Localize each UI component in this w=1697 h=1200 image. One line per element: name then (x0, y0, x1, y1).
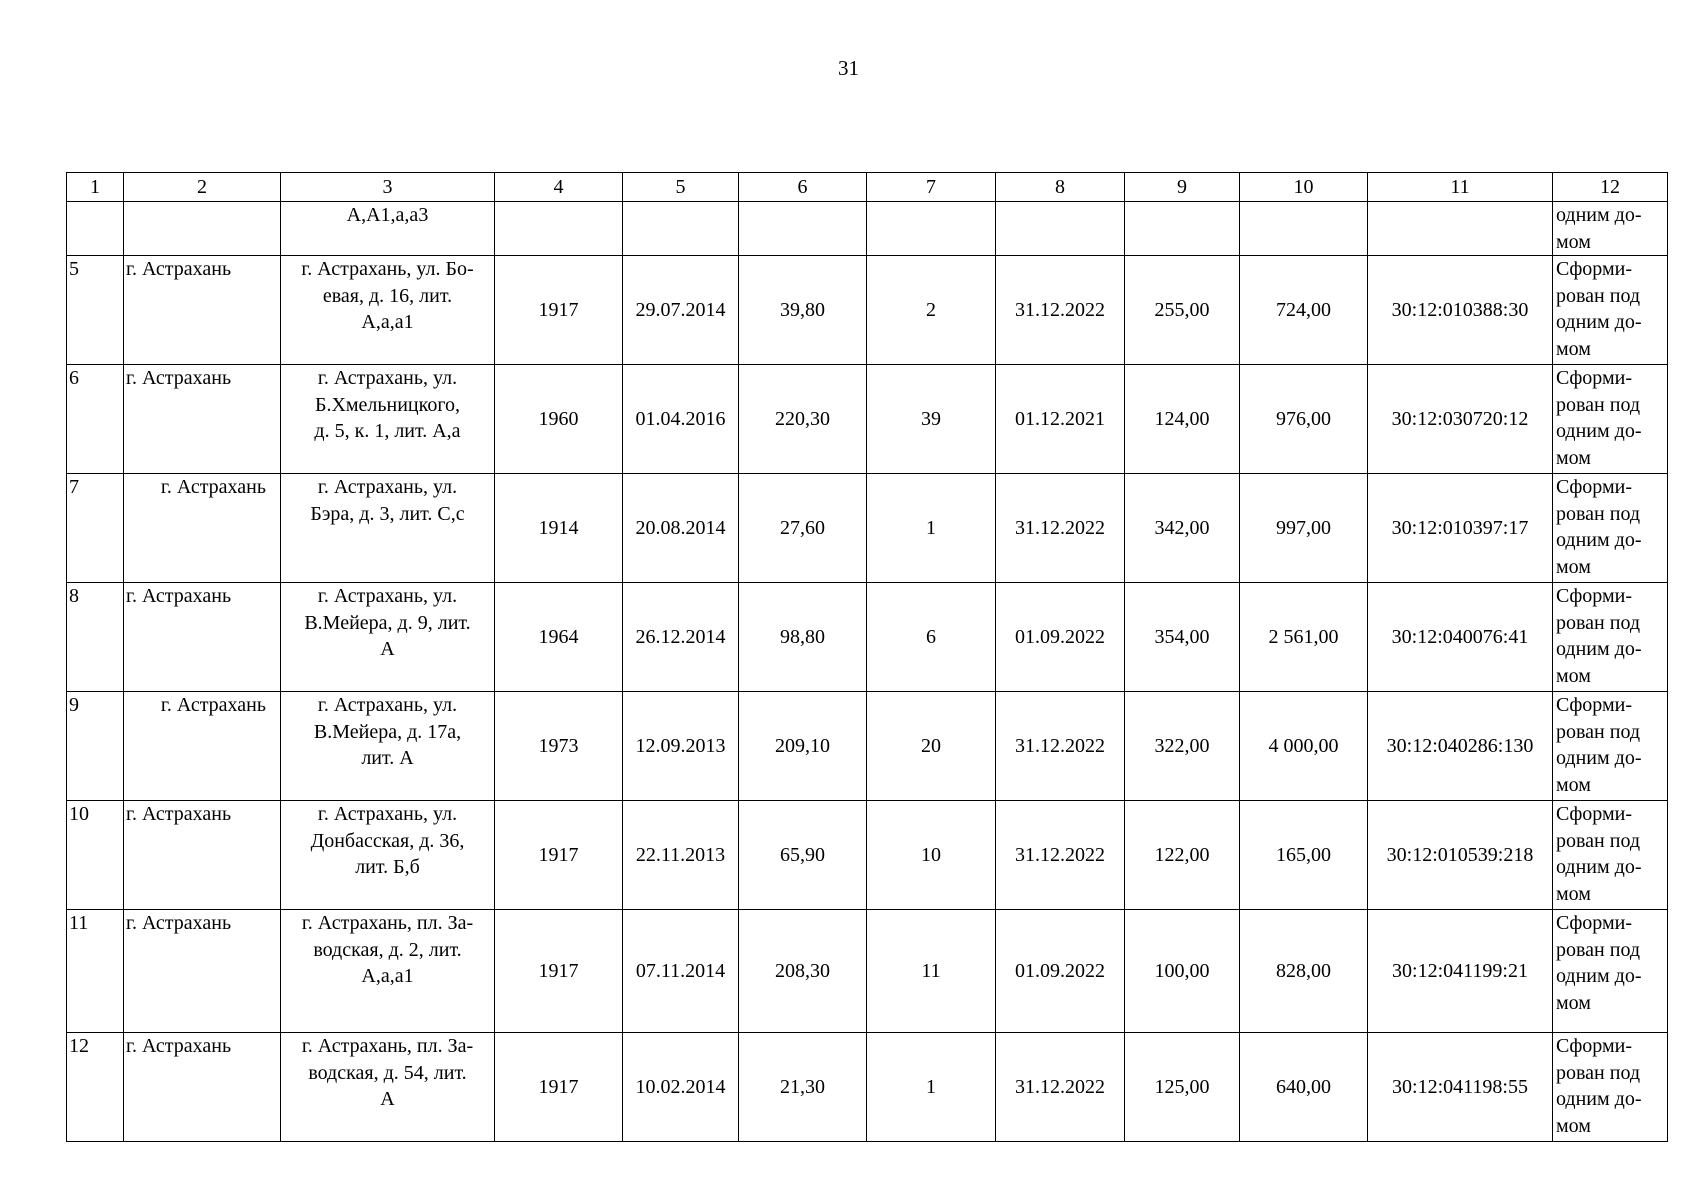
address-line: Донбасская, д. 36, (310, 829, 465, 852)
address-cell (281, 1033, 495, 1142)
column-number-row (67, 173, 1668, 202)
area-cell: 220,30 (739, 365, 867, 474)
note-cell (1553, 256, 1668, 365)
date-cell: 07.11.2014 (623, 910, 739, 1033)
cadastral-number-cell: 30:12:030720:12 (1368, 365, 1553, 474)
address-line: В.Мейера, д. 9, лит. (304, 611, 471, 634)
cadastral-number-cell: 30:12:041199:21 (1368, 910, 1553, 1033)
year-cell: 1917 (495, 256, 623, 365)
table-row (67, 910, 1668, 1033)
table-row (67, 365, 1668, 474)
value-col9-cell: 125,00 (1125, 1033, 1240, 1142)
note-line: одним до- (1556, 529, 1642, 552)
value-col9-cell: 255,00 (1125, 256, 1240, 365)
area-cell: 98,80 (739, 583, 867, 692)
residents-cell: 6 (867, 583, 996, 692)
continuation-row (67, 202, 1668, 256)
address-cell (281, 256, 495, 365)
city-cell: г. Астрахань (124, 801, 281, 910)
year-cell: 1964 (495, 583, 623, 692)
deadline-cell: 31.12.2022 (996, 801, 1125, 910)
note-line: Сформи- (1556, 476, 1633, 499)
row-number-cell: 11 (67, 910, 124, 1033)
date-cell: 22.11.2013 (623, 801, 739, 910)
date-cell: 26.12.2014 (623, 583, 739, 692)
area-cell: 208,30 (739, 910, 867, 1033)
city-cell: г. Астрахань (124, 474, 281, 583)
column-number-header: 7 (867, 173, 996, 202)
address-line: г. Астрахань, пл. За- (301, 1035, 474, 1058)
table-row (67, 474, 1668, 583)
note-cell (1553, 801, 1668, 910)
address-line: лит. Б,б (355, 856, 420, 879)
deadline-cell: 01.12.2021 (996, 365, 1125, 474)
note-line: мом (1556, 1114, 1591, 1137)
address-cell (281, 474, 495, 583)
note-line: рован под (1556, 829, 1641, 852)
year-cell: 1914 (495, 474, 623, 583)
note-line: Сформи- (1556, 803, 1633, 826)
empty-cell (1240, 202, 1368, 256)
cadastral-number-cell: 30:12:010388:30 (1368, 256, 1553, 365)
residents-cell: 10 (867, 801, 996, 910)
table-row (67, 692, 1668, 801)
address-cell (281, 365, 495, 474)
column-number-header: 11 (1368, 173, 1553, 202)
note-line: одним до- (1556, 1088, 1642, 1111)
address-line: д. 5, к. 1, лит. А,а (314, 420, 461, 443)
value-col9-cell: 342,00 (1125, 474, 1240, 583)
column-number-header: 2 (124, 173, 281, 202)
address-line: г. Астрахань, ул. Бо- (301, 258, 474, 281)
note-cell (1553, 474, 1668, 583)
note-cell (1553, 583, 1668, 692)
year-cell: 1960 (495, 365, 623, 474)
cadastral-number-cell: 30:12:010539:218 (1368, 801, 1553, 910)
note-cell (1553, 692, 1668, 801)
column-number-header: 9 (1125, 173, 1240, 202)
value-col10-cell: 724,00 (1240, 256, 1368, 365)
cadastral-number-cell: 30:12:041198:55 (1368, 1033, 1553, 1142)
column-number-header: 1 (67, 173, 124, 202)
area-cell: 21,30 (739, 1033, 867, 1142)
row-number-cell: 7 (67, 474, 124, 583)
cadastral-number-cell: 30:12:040286:130 (1368, 692, 1553, 801)
empty-cell (495, 202, 623, 256)
date-cell: 29.07.2014 (623, 256, 739, 365)
cadastral-number-cell: 30:12:040076:41 (1368, 583, 1553, 692)
note-line: мом (1556, 882, 1591, 905)
deadline-cell: 31.12.2022 (996, 256, 1125, 365)
address-line: г. Астрахань, ул. (317, 803, 458, 826)
table-row (67, 801, 1668, 910)
note-line: рован под (1556, 938, 1641, 961)
residents-cell: 1 (867, 1033, 996, 1142)
note-line: рован под (1556, 502, 1641, 525)
value-col9-cell: 322,00 (1125, 692, 1240, 801)
note-line: Сформи- (1556, 912, 1633, 935)
note-line: мом (1556, 230, 1591, 253)
address-line: г. Астрахань, пл. За- (301, 912, 474, 935)
note-line: одним до- (1556, 638, 1642, 661)
value-col10-cell: 2 561,00 (1240, 583, 1368, 692)
column-number-header: 10 (1240, 173, 1368, 202)
value-col10-cell: 165,00 (1240, 801, 1368, 910)
column-number-header: 8 (996, 173, 1125, 202)
continuation-note-cell (1553, 202, 1668, 256)
city-cell: г. Астрахань (124, 583, 281, 692)
city-cell: г. Астрахань (124, 365, 281, 474)
column-number-header: 12 (1553, 173, 1668, 202)
note-line: одним до- (1556, 965, 1642, 988)
residents-cell: 20 (867, 692, 996, 801)
address-line: водская, д. 54, лит. (308, 1061, 467, 1084)
row-number-cell: 9 (67, 692, 124, 801)
note-line: Сформи- (1556, 258, 1633, 281)
address-line: г. Астрахань, ул. (317, 476, 458, 499)
address-cell (281, 910, 495, 1033)
note-line: одним до- (1556, 311, 1642, 334)
deadline-cell: 01.09.2022 (996, 910, 1125, 1033)
address-line: евая, д. 16, лит. (322, 284, 453, 307)
city-cell: г. Астрахань (124, 1033, 281, 1142)
row-number-cell: 6 (67, 365, 124, 474)
table-row (67, 1033, 1668, 1142)
note-line: мом (1556, 664, 1591, 687)
row-number-cell: 5 (67, 256, 124, 365)
year-cell: 1973 (495, 692, 623, 801)
date-cell: 01.04.2016 (623, 365, 739, 474)
value-col9-cell: 124,00 (1125, 365, 1240, 474)
note-cell (1553, 910, 1668, 1033)
deadline-cell: 31.12.2022 (996, 1033, 1125, 1142)
address-line: А (380, 638, 395, 661)
row-number-cell: 8 (67, 583, 124, 692)
value-col10-cell: 976,00 (1240, 365, 1368, 474)
cadastral-number-cell: 30:12:010397:17 (1368, 474, 1553, 583)
note-line: Сформи- (1556, 1035, 1633, 1058)
residents-cell: 2 (867, 256, 996, 365)
empty-cell (996, 202, 1125, 256)
note-line: Сформи- (1556, 585, 1633, 608)
table-row (67, 583, 1668, 692)
page-number: 31 (838, 56, 859, 80)
address-cell (281, 801, 495, 910)
value-col10-cell: 4 000,00 (1240, 692, 1368, 801)
city-cell: г. Астрахань (124, 256, 281, 365)
value-col10-cell: 640,00 (1240, 1033, 1368, 1142)
date-cell: 10.02.2014 (623, 1033, 739, 1142)
city-cell: г. Астрахань (124, 910, 281, 1033)
address-line: лит. А (361, 747, 414, 770)
address-line: водская, д. 2, лит. (313, 938, 462, 961)
area-cell: 27,60 (739, 474, 867, 583)
residents-cell: 11 (867, 910, 996, 1033)
table-row (67, 256, 1668, 365)
note-line: мом (1556, 337, 1591, 360)
address-cell (281, 692, 495, 801)
address-cell (281, 583, 495, 692)
deadline-cell: 01.09.2022 (996, 583, 1125, 692)
housing-registry-table (66, 172, 1668, 1142)
value-col10-cell: 828,00 (1240, 910, 1368, 1033)
address-line: В.Мейера, д. 17а, (313, 720, 462, 743)
empty-cell (739, 202, 867, 256)
year-cell: 1917 (495, 910, 623, 1033)
note-line: одним до- (1556, 204, 1642, 226)
column-number-header: 3 (281, 173, 495, 202)
note-line: мом (1556, 991, 1591, 1014)
value-col9-cell: 354,00 (1125, 583, 1240, 692)
address-line: Бэра, д. 3, лит. С,с (310, 502, 465, 525)
area-cell: 65,90 (739, 801, 867, 910)
note-line: рован под (1556, 284, 1641, 307)
address-line: А (380, 1088, 395, 1111)
row-number-cell: 10 (67, 801, 124, 910)
empty-cell (623, 202, 739, 256)
value-col10-cell: 997,00 (1240, 474, 1368, 583)
note-line: мом (1556, 555, 1591, 578)
date-cell: 20.08.2014 (623, 474, 739, 583)
note-cell (1553, 365, 1668, 474)
residents-cell: 39 (867, 365, 996, 474)
note-line: одним до- (1556, 747, 1642, 770)
area-cell: 209,10 (739, 692, 867, 801)
note-line: одним до- (1556, 856, 1642, 879)
deadline-cell: 31.12.2022 (996, 692, 1125, 801)
value-col9-cell: 100,00 (1125, 910, 1240, 1033)
empty-cell (867, 202, 996, 256)
date-cell: 12.09.2013 (623, 692, 739, 801)
year-cell: 1917 (495, 801, 623, 910)
address-line: А,а,а1 (361, 965, 414, 988)
deadline-cell: 31.12.2022 (996, 474, 1125, 583)
address-line: А,а,а1 (361, 311, 414, 334)
empty-cell (124, 202, 281, 256)
empty-cell (1368, 202, 1553, 256)
address-line: Б.Хмельницкого, (314, 393, 461, 416)
area-cell: 39,80 (739, 256, 867, 365)
column-number-header: 4 (495, 173, 623, 202)
table-body (67, 173, 1668, 1142)
note-line: мом (1556, 446, 1591, 469)
address-line: г. Астрахань, ул. (317, 585, 458, 608)
empty-cell (1125, 202, 1240, 256)
row-number-cell: 12 (67, 1033, 124, 1142)
empty-cell (67, 202, 124, 256)
address-line: г. Астрахань, ул. (317, 367, 458, 390)
column-number-header: 6 (739, 173, 867, 202)
note-cell (1553, 1033, 1668, 1142)
note-line: мом (1556, 773, 1591, 796)
continuation-address-cell: А,А1,а,а3 (281, 202, 495, 256)
note-line: одним до- (1556, 420, 1642, 443)
note-line: рован под (1556, 720, 1641, 743)
note-line: Сформи- (1556, 367, 1633, 390)
note-line: Сформи- (1556, 694, 1633, 717)
year-cell: 1917 (495, 1033, 623, 1142)
value-col9-cell: 122,00 (1125, 801, 1240, 910)
address-line: г. Астрахань, ул. (317, 694, 458, 717)
column-number-header: 5 (623, 173, 739, 202)
note-line: рован под (1556, 1061, 1641, 1084)
city-cell: г. Астрахань (124, 692, 281, 801)
note-line: рован под (1556, 393, 1641, 416)
residents-cell: 1 (867, 474, 996, 583)
note-line: рован под (1556, 611, 1641, 634)
